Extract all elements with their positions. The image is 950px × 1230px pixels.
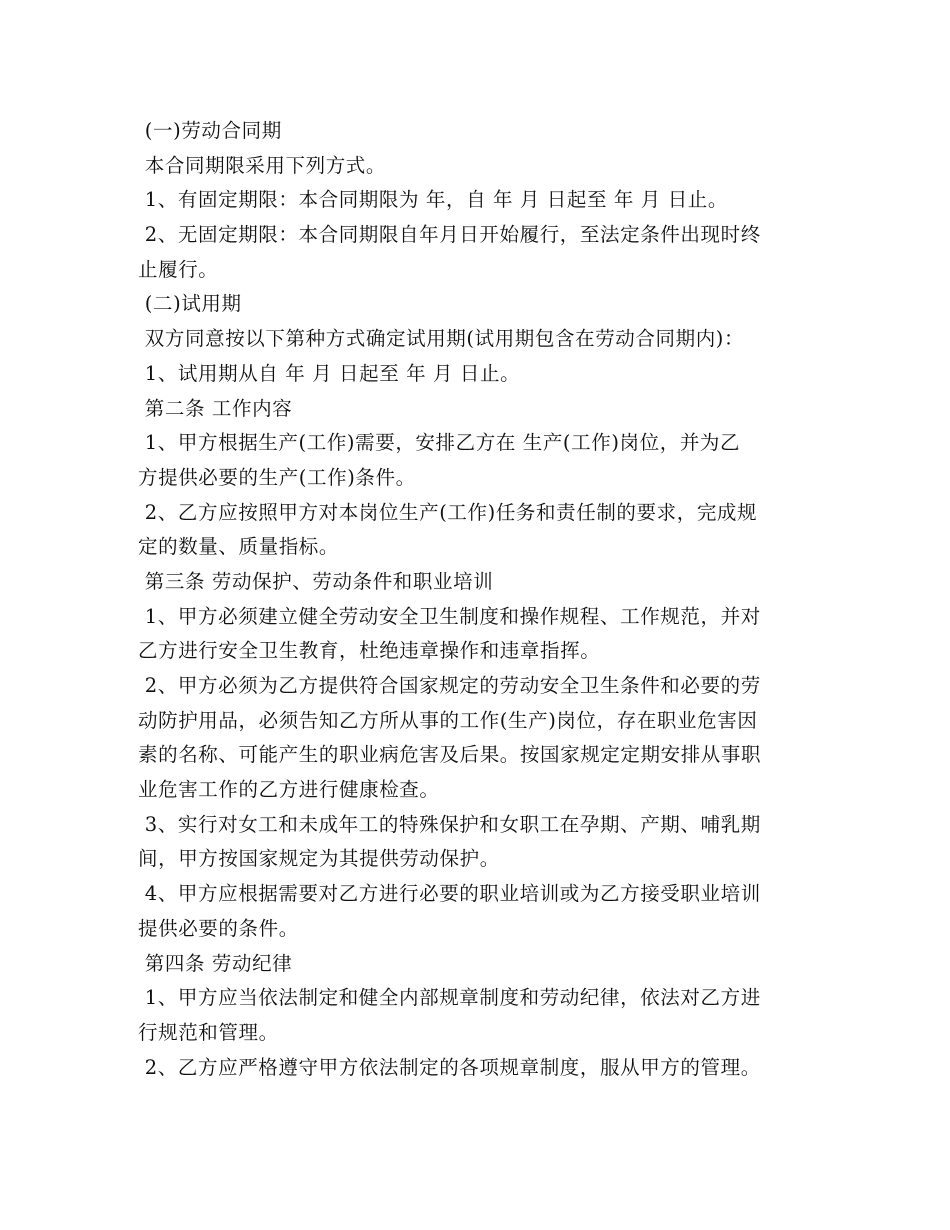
document-body	[138, 114, 818, 1085]
section-heading-contract-term: (一)劳动合同期	[138, 119, 282, 142]
paragraph-line: 动防护用品，必须告知乙方所从事的工作(生产)岗位，存在职业危害因	[138, 708, 758, 732]
paragraph-line: 方提供必要的生产(工作)条件。	[138, 465, 416, 489]
paragraph-line: 1、试用期从自 年 月 日起至 年 月 日止。	[138, 361, 521, 385]
paragraph-line: 4、甲方应根据需要对乙方进行必要的职业培训或为乙方接受职业培训	[138, 882, 761, 906]
article-heading-labor-discipline: 第四条 劳动纪律	[138, 951, 293, 975]
paragraph-line: 3、实行对女工和未成年工的特殊保护和女职工在孕期、产期、哺乳期	[138, 812, 761, 836]
paragraph-line: 2、甲方必须为乙方提供符合国家规定的劳动安全卫生条件和必要的劳	[138, 674, 761, 697]
paragraph-line: 乙方进行安全卫生教育，杜绝违章操作和违章指挥。	[138, 639, 601, 663]
paragraph-line: 业危害工作的乙方进行健康检查。	[138, 778, 440, 802]
paragraph-line: 素的名称、可能产生的职业病危害及后果。按国家规定定期安排从事职	[138, 743, 762, 767]
paragraph-line: 双方同意按以下第种方式确定试用期(试用期包含在劳动合同期内)：	[138, 327, 745, 351]
article-heading-work-content: 第二条 工作内容	[138, 396, 293, 420]
paragraph-line: 1、有固定期限：本合同期限为 年，自 年 月 日起至 年 月 日止。	[138, 188, 728, 212]
paragraph-line: 提供必要的条件。	[138, 916, 299, 940]
paragraph-line: 间，甲方按国家规定为其提供劳动保护。	[138, 847, 500, 871]
article-heading-labor-protection: 第三条 劳动保护、劳动条件和职业培训	[138, 569, 494, 593]
paragraph-line: 1、甲方应当依法制定和健全内部规章制度和劳动纪律，依法对乙方进	[138, 986, 761, 1010]
paragraph-line: 1、甲方必须建立健全劳动安全卫生制度和操作规程、工作规范，并对	[138, 604, 761, 628]
section-heading-probation: (二)试用期	[138, 292, 242, 316]
paragraph-line: 本合同期限采用下列方式。	[138, 153, 386, 177]
paragraph-line: 止履行。	[138, 257, 219, 281]
paragraph-line: 2、无固定期限：本合同期限自年月日开始履行，至法定条件出现时终	[138, 223, 761, 247]
paragraph-line: 2、乙方应按照甲方对本岗位生产(工作)任务和责任制的要求，完成规	[138, 500, 758, 524]
paragraph-line: 2、乙方应严格遵守甲方依法制定的各项规章制度，服从甲方的管理。	[138, 1055, 761, 1079]
paragraph-line: 定的数量、质量指标。	[138, 535, 340, 559]
paragraph-line: 1、甲方根据生产(工作)需要，安排乙方在 生产(工作)岗位，并为乙	[138, 431, 741, 455]
paragraph-line: 行规范和管理。	[138, 1020, 279, 1044]
